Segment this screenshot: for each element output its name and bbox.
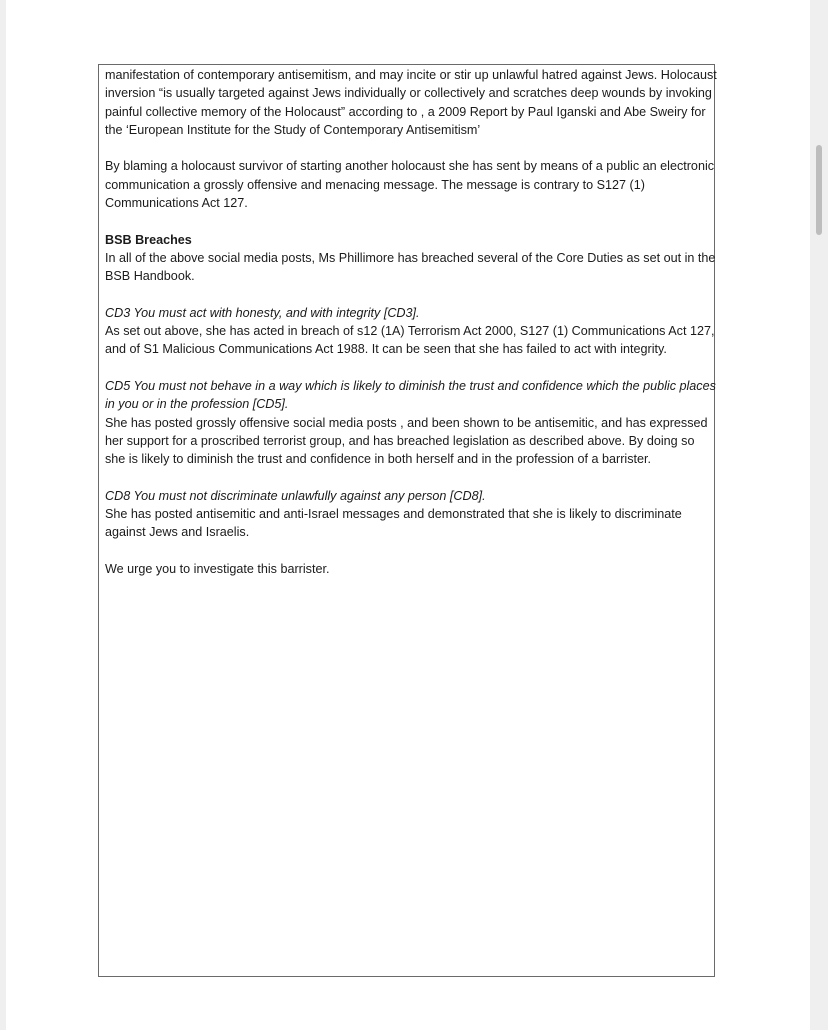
bsb-breaches-intro: In all of the above social media posts, Ms Phillimore has breached several of the Core Duties as set out in the BSB Handbook.	[105, 250, 716, 284]
paragraph-holocaust-inversion: manifestation of contemporary antisemitism, and may incite or stir up unlawful hatred against Jews. Holocaust inversion “is usually targeted against Jews individually or collectively and scratches deep wounds by invoking painful collective memory of the Holocaust” according to , a 2009 Report by Paul Iganski and Abe Sweiry for the ‘European Institute for the Study of Contemporary Antisemitism’	[105, 68, 717, 137]
bsb-breaches-heading: BSB Breaches	[105, 232, 192, 247]
document-body	[105, 66, 717, 597]
cd5-body: She has posted grossly offensive social media posts , and been shown to be antisemitic, and has expressed her support for a proscribed terrorist group, and has breached legislation as described above. By doing so she is likely to diminish the trust and confidence in both herself and in the profession of a barrister.	[105, 415, 708, 467]
paragraph-communications-offence: By blaming a holocaust survivor of starting another holocaust she has sent by means of a public an electronic communication a grossly offensive and menacing message. The message is contrary to S127 (1) Communications Act 127.	[105, 159, 715, 211]
closing-statement: We urge you to investigate this barrister.	[105, 562, 330, 577]
cd8-heading: CD8 You must not discriminate unlawfully against any person [CD8].	[105, 488, 486, 503]
cd5-heading: CD5 You must not behave in a way which is likely to diminish the trust and confidence which the public places in you or in the profession [CD5].	[105, 379, 716, 412]
cd3-body: As set out above, she has acted in breach of s12 (1A) Terrorism Act 2000, S127 (1) Communications Act 127, and of S1 Malicious Communications Act 1988. It can be seen that she has failed to act with integrity.	[105, 324, 715, 357]
bsb-breaches-section	[105, 231, 717, 286]
cd3-heading: CD3 You must act with honesty, and with integrity [CD3].	[105, 305, 420, 320]
cd8-section	[105, 487, 717, 542]
cd5-section	[105, 377, 717, 468]
cd3-section	[105, 304, 717, 359]
cd8-body: She has posted antisemitic and anti-Israel messages and demonstrated that she is likely to discriminate against Jews and Israelis.	[105, 507, 682, 540]
scrollbar-thumb[interactable]	[816, 145, 822, 235]
